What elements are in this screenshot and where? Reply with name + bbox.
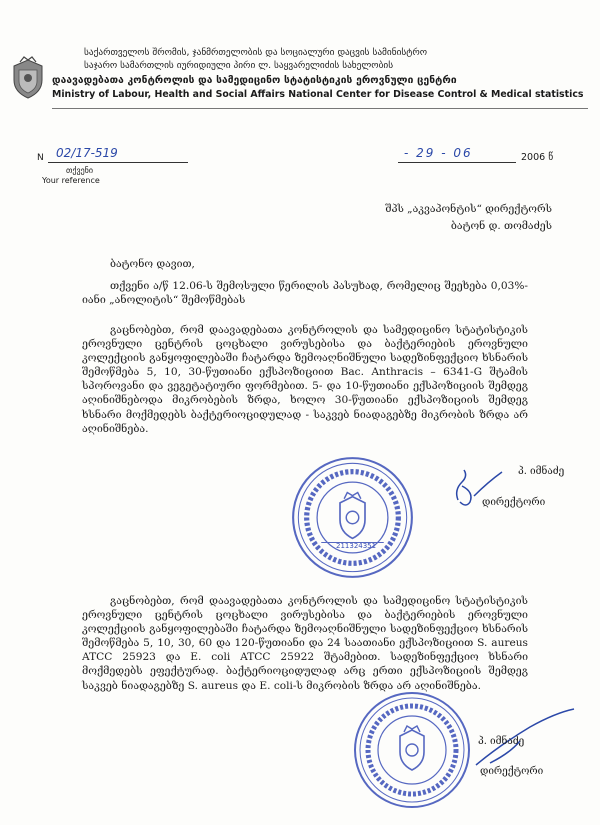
paragraph-aureus-coli-results: გაცნობებთ, რომ დაავადებათა კონტროლის და სამედიცინო სტატისტიკის ეროვნული ცენტრის ცოცხალი ვირუსებისა და ბაქტერიების ეროვნული კოლექციის განყოფილებაში ჩატარდა ზემოაღნიშნული სადეზინფექციო ხსნარის შემოწმება 5, 10, 30, 60 და 120-წუთიანი და 24 საათიანი ექსპოზიციით S. aureus ATCC 25923 და E. coli ATCC 25922 შტამებით. სადეზინფექციო ხსნარი მოქმედებს ეფექტურად. ბაქტერიოციდულად არც ერთი ექსპოზიციის შემდეგ საკვებ ნიადაგებზე S. aureus და E. coli-ს მიკრობის ზრდა არ აღინიშნება. — [82, 595, 528, 692]
letterhead-english: Ministry of Labour, Health and Social Affairs National Center for Disease Control & Medical statistics — [52, 89, 584, 100]
date-underline — [398, 162, 516, 163]
letterhead-divider — [52, 108, 588, 109]
addressee-line-1: შპს „აკვაპონტის“ დირექტორს — [385, 203, 552, 215]
addressee-line-2: ბატონ დ. თომაძეს — [450, 220, 552, 232]
date-year: 2006 წ — [521, 152, 554, 163]
date-value: - 29 - 06 — [404, 146, 473, 160]
salutation: ბატონო დავით, — [110, 258, 195, 270]
signer-2-name: პ. იმნაძე — [478, 736, 525, 747]
reference-underline — [48, 162, 188, 163]
official-stamp-2-icon — [352, 690, 472, 810]
signer-1-name: პ. იმნაძე — [518, 466, 565, 477]
paragraph-anthracis-results: გაცნობებთ, რომ დაავადებათა კონტროლის და სამედიცინო სტატისტიკის ეროვნული ცენტრის ცოცხალი ვირუსებისა და ბაქტერიების ეროვნული კოლექციის განყოფილებაში ჩატარდა ზემოაღნიშნული სადეზინფექციო ხსნარის შემოწმება 5, 10, 30-წუთიანი ექსპოზიციით Bac. Anthracis – 6341-G შტამის სპოროვანი და ვეგეტატიური ფორმებით. 5- და 10-წუთიანი ექსპოზიციის შემდეგ აღინიშნებოდა მიკრობების ზრდა, ხოლო 30-წუთიანი ექსპოზიციის შემდეგ ხსნარი მოქმედებს ბაქტერიოციდულად - საკვებ ნიადაგებზე მიკრობის ზრდა არ აღინიშნება. — [82, 324, 528, 435]
signer-2-role: დირექტორი — [480, 766, 544, 777]
reference-label-en: Your reference — [42, 176, 100, 185]
letterhead-ministry-ka: საქართველოს შრომის, ჯანმრთელობის და სოციალური დაცვის სამინისტრო — [84, 47, 428, 58]
signer-1-role: დირექტორი — [482, 497, 546, 508]
reference-prefix: N — [37, 153, 44, 163]
letterhead-center-ka: დაავადებათა კონტროლის და სამედიცინო სტატისტიკის ეროვნული ცენტრი — [52, 75, 457, 86]
stamp-code: 211324351 — [336, 542, 377, 550]
coat-of-arms-icon — [10, 56, 46, 100]
reference-label-ka: თქვენი — [66, 166, 93, 175]
official-stamp-icon — [290, 455, 415, 580]
reference-number: 02/17-519 — [56, 146, 118, 160]
paragraph-intro: თქვენი ა/წ 12.06-ს შემოსული წერილის პასუხად, რომელიც შეეხება 0,03%-იანი „ანოლიტის“ შემოწმებას — [82, 280, 528, 307]
letterhead-legal-entity: საჯარო სამართლის იურიდიული პირი ლ. საყვარელიძის სახელობის — [84, 60, 394, 71]
